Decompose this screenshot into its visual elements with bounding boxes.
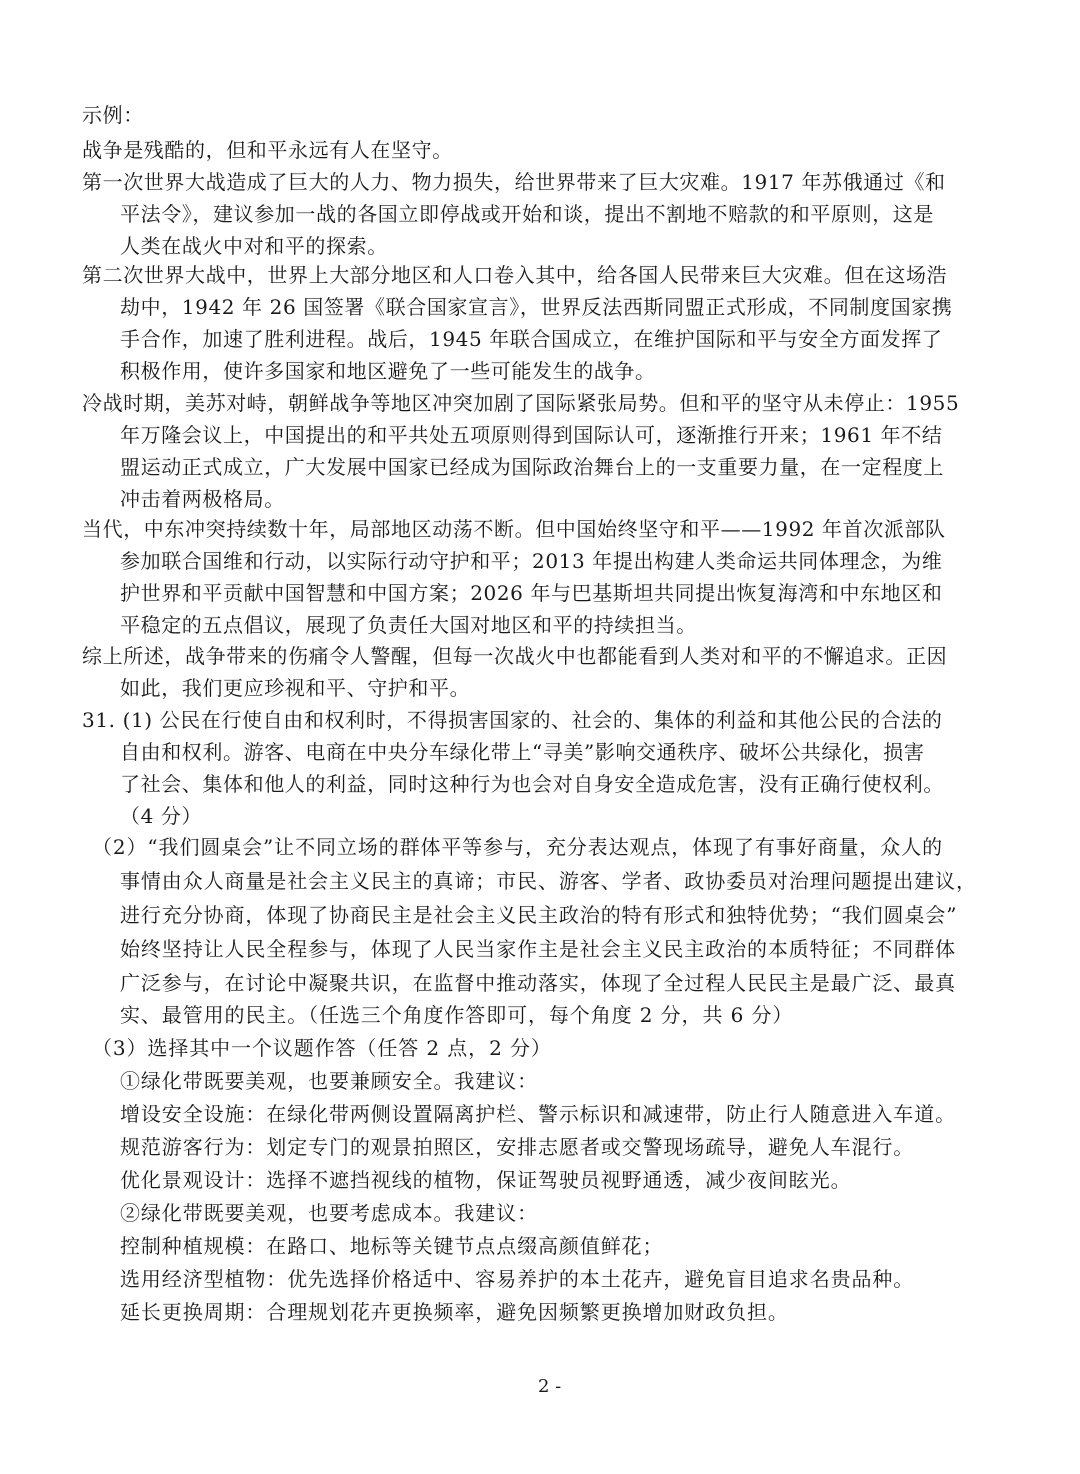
text-line: 实、最管用的民主。（任选三个角度作答即可，每个角度 2 分，共 6 分） — [120, 1003, 794, 1027]
text-line: （2）“我们圆桌会”让不同立场的群体平等参与，充分表达观点，体现了有事好商量，众人的 — [92, 835, 943, 859]
suggestion-item: 控制种植规模：在路口、地标等关键节点点缀高颜值鲜花； — [120, 1234, 664, 1258]
text-line: 平法令》，建议参加一战的各国立即停战或开始和谈，提出不割地不赔款的和平原则，这是 — [120, 202, 934, 226]
text-line: 积极作用，使许多国家和地区避免了一些可能发生的战争。 — [120, 359, 656, 383]
page-number: 2 - — [538, 1376, 562, 1397]
text-line: 了社会、集体和他人的利益，同时这种行为也会对自身安全造成危害，没有正确行使权利。 — [120, 772, 944, 796]
suggestion-item: 优化景观设计：选择不遮挡视线的植物，保证驾驶员视野通透，减少夜间眩光。 — [120, 1168, 852, 1192]
text-line: 事情由众人商量是社会主义民主的真谛；市民、游客、学者、政协委员对治理问题提出建议， — [120, 869, 977, 893]
suggestion-item: 规范游客行为：划定专门的观景拍照区，安排志愿者或交警现场疏导，避免人车混行。 — [120, 1135, 915, 1159]
text-line: 护世界和平贡献中国智慧和中国方案；2026 年与巴基斯坦共同提出恢复海湾和中东地区和 — [120, 581, 943, 605]
text-line: 参加联合国维和行动，以实际行动守护和平；2013 年提出构建人类命运共同体理念，为维 — [120, 549, 943, 573]
text-line: 始终坚持让人民全程参与，体现了人民当家作主是社会主义民主政治的本质特征；不同群体 — [120, 937, 956, 961]
text-line: 如此，我们更应珍视和平、守护和平。 — [120, 676, 471, 700]
text-line: 冷战时期，美苏对峙，朝鲜战争等地区冲突加剧了国际紧张局势。但和平的坚守从未停止：1955 — [82, 391, 960, 415]
example-label: 示例： — [82, 103, 144, 127]
topic-title: ②绿化带既要美观，也要考虑成本。我建议： — [120, 1201, 538, 1225]
text-line: 盟运动正式成立，广大发展中国家已经成为国际政治舞台上的一支重要力量，在一定程度上 — [120, 455, 944, 479]
text-line: 当代，中东冲突持续数十年，局部地区动荡不断。但中国始终坚守和平——1992 年首次派部队 — [82, 517, 946, 541]
suggestion-item: 延长更换周期：合理规划花卉更换频率，避免因频繁更换增加财政负担。 — [120, 1300, 789, 1324]
topic-title: ①绿化带既要美观，也要兼顾安全。我建议： — [120, 1069, 538, 1093]
text-line: 进行充分协商，体现了协商民主是社会主义民主政治的特有形式和独特优势；“我们圆桌会” — [120, 903, 958, 927]
suggestion-item: 选用经济型植物：优先选择价格适中、容易养护的本土花卉，避免盲目追求名贵品种。 — [120, 1267, 915, 1291]
text-line: 31. (1) 公民在行使自由和权利时，不得损害国家的、社会的、集体的利益和其他公民的合法的 — [82, 708, 943, 732]
text-line: （4 分） — [120, 804, 203, 828]
essay-thesis: 战争是残酷的，但和平永远有人在坚守。 — [82, 138, 453, 162]
text-line: 第一次世界大战造成了巨大的人力、物力损失，给世界带来了巨大灾难。1917 年苏俄通过《和 — [82, 170, 946, 194]
text-line: 劫中，1942 年 26 国签署《联合国家宣言》，世界反法西斯同盟正式形成，不同制度国家携 — [120, 295, 953, 319]
text-line: 广泛参与，在讨论中凝聚共识，在监督中推动落实，体现了全过程人民民主是最广泛、最真 — [120, 971, 956, 995]
text-line: 冲击着两极格局。 — [120, 487, 285, 511]
text-line: 人类在战火中对和平的探索。 — [120, 234, 388, 258]
part-3-header: （3）选择其中一个议题作答（任答 2 点，2 分） — [92, 1036, 552, 1060]
text-line: 年万隆会议上，中国提出的和平共处五项原则得到国际认可，逐渐推行开来；1961 年不结 — [120, 423, 943, 447]
text-line: 手合作，加速了胜利进程。战后，1945 年联合国成立，在维护国际和平与安全方面发挥了 — [120, 327, 943, 351]
text-line: 综上所述，战争带来的伤痛令人警醒，但每一次战火中也都能看到人类对和平的不懈追求。正因 — [82, 644, 948, 668]
text-line: 自由和权利。游客、电商在中央分车绿化带上“寻美”影响交通秩序、破坏公共绿化，损害 — [120, 740, 925, 764]
text-line: 平稳定的五点倡议，展现了负责任大国对地区和平的持续担当。 — [120, 613, 697, 637]
suggestion-item: 增设安全设施：在绿化带两侧设置隔离护栏、警示标识和减速带，防止行人随意进入车道。 — [120, 1102, 956, 1126]
text-line: 第二次世界大战中，世界上大部分地区和人口卷入其中，给各国人民带来巨大灾难。但在这场浩 — [82, 263, 948, 287]
